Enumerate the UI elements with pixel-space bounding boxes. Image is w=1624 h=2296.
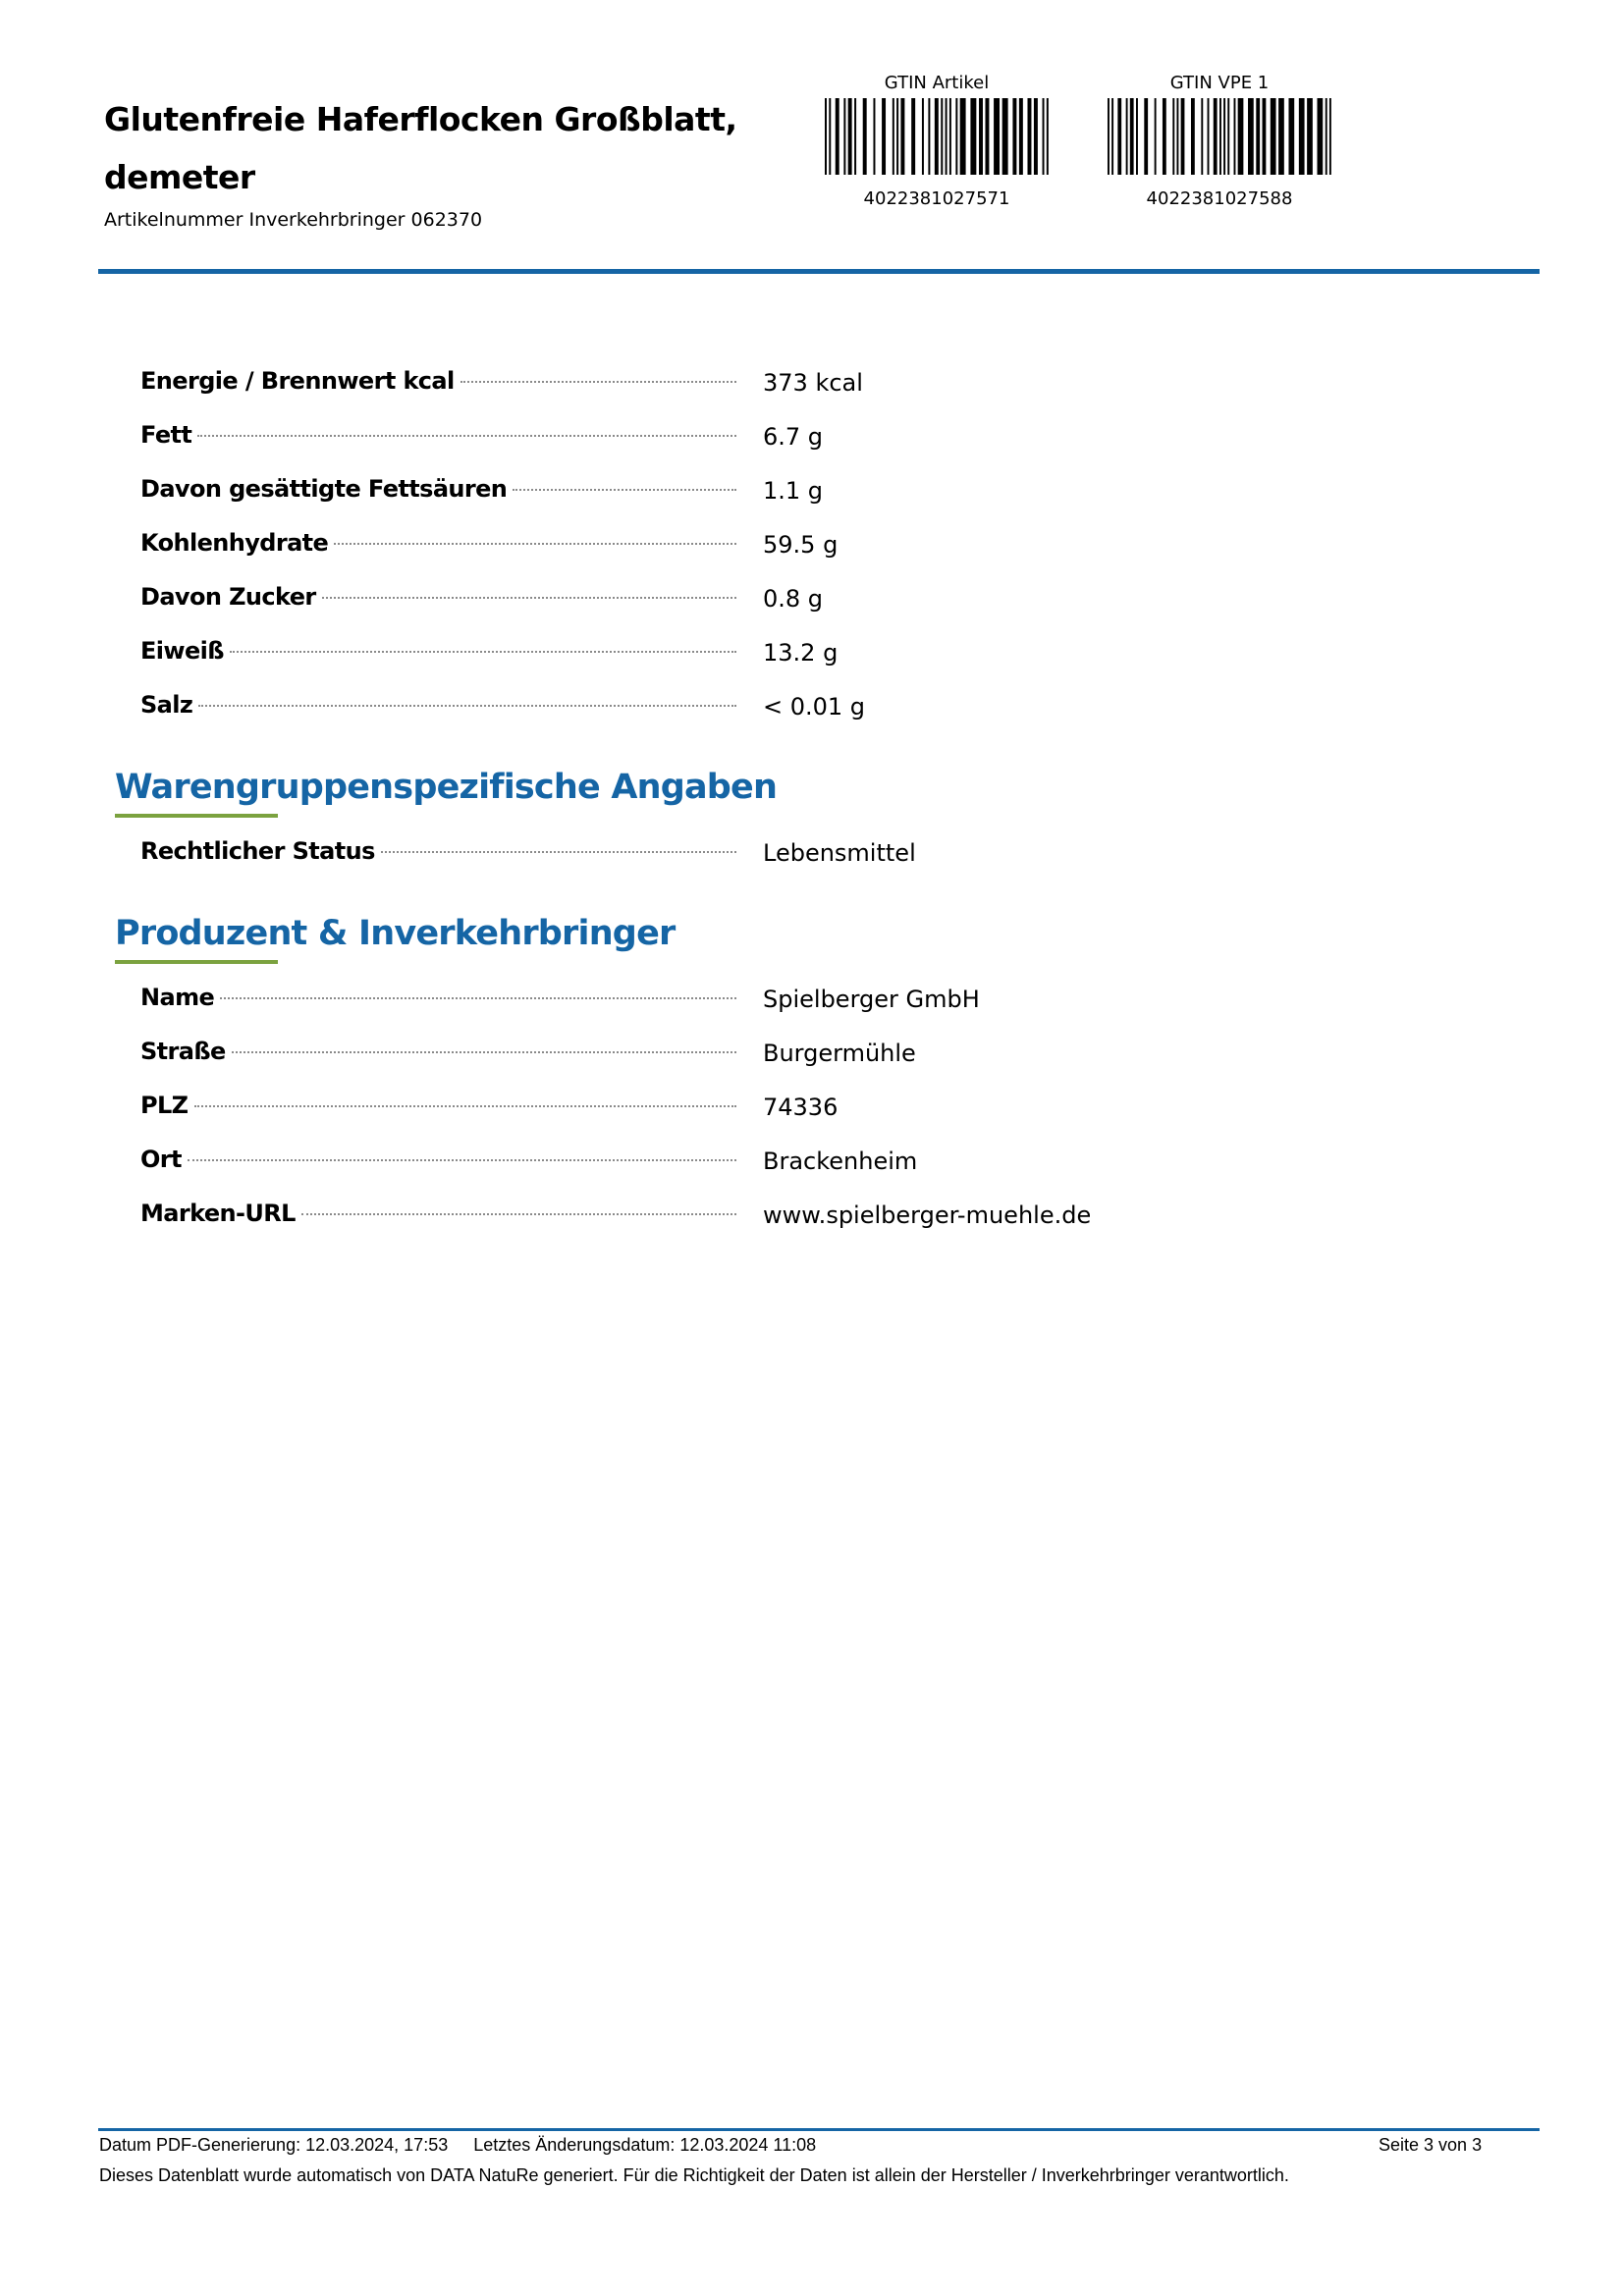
producer-row-city bbox=[140, 1142, 1417, 1181]
nutrition-row-protein bbox=[140, 633, 1417, 672]
row-label: Davon Zucker bbox=[140, 583, 316, 611]
barcode-icon bbox=[1108, 98, 1331, 175]
row-label: Eiweiß bbox=[140, 637, 224, 665]
row-value: 13.2 g bbox=[763, 639, 839, 667]
footer-changed-date: Letztes Änderungsdatum: 12.03.2024 11:08 bbox=[473, 2135, 817, 2155]
row-label: Energie / Brennwert kcal bbox=[140, 367, 455, 395]
section-heading-producer: Produzent & Inverkehrbringer bbox=[115, 914, 676, 953]
barcode-gtin-artikel bbox=[789, 73, 1084, 210]
nutrition-row-energy bbox=[140, 363, 1417, 402]
producer-row-zip bbox=[140, 1088, 1417, 1127]
row-value: Lebensmittel bbox=[763, 839, 916, 867]
nutrition-row-sugar bbox=[140, 579, 1417, 618]
row-label: Rechtlicher Status bbox=[140, 837, 375, 865]
footer-disclaimer: Dieses Datenblatt wurde automatisch von DATA NatuRe generiert. Für die Richtigkeit der Daten ist allein der Hersteller / Inverkehrbringer verantwortlich. bbox=[99, 2165, 1289, 2185]
barcode-gtin-vpe bbox=[1072, 73, 1367, 210]
nutrition-row-saturated-fat bbox=[140, 471, 1417, 510]
row-value: < 0.01 g bbox=[763, 693, 866, 721]
barcode-number: 4022381027588 bbox=[1146, 188, 1293, 209]
section-underline bbox=[115, 960, 278, 964]
row-label: Name bbox=[140, 984, 215, 1011]
dot-leader bbox=[381, 851, 736, 853]
row-label: Kohlenhydrate bbox=[140, 529, 329, 557]
row-label: Fett bbox=[140, 421, 192, 449]
nutrition-row-carbohydrates bbox=[140, 525, 1417, 564]
nutrition-row-fat bbox=[140, 417, 1417, 456]
page-title: Glutenfreie Haferflocken Großblatt, demeter bbox=[104, 100, 737, 196]
row-value: 6.7 g bbox=[763, 423, 824, 451]
row-label: Straße bbox=[140, 1038, 226, 1065]
dot-leader bbox=[230, 651, 736, 653]
barcode-label: GTIN VPE 1 bbox=[1169, 73, 1270, 93]
row-value: Brackenheim bbox=[763, 1148, 918, 1175]
row-label: Marken-URL bbox=[140, 1200, 296, 1227]
header-divider bbox=[98, 269, 1540, 274]
row-value: 59.5 g bbox=[763, 531, 839, 559]
footer-dates bbox=[99, 2134, 816, 2156]
dot-leader bbox=[198, 705, 736, 707]
dot-leader bbox=[322, 597, 736, 599]
producer-row-street bbox=[140, 1034, 1417, 1073]
producer-row-name bbox=[140, 980, 1417, 1019]
row-label: PLZ bbox=[140, 1092, 189, 1119]
article-number: Artikelnummer Inverkehrbringer 062370 bbox=[104, 209, 483, 231]
row-value: 1.1 g bbox=[763, 477, 824, 505]
footer-divider bbox=[98, 2128, 1540, 2131]
dot-leader bbox=[334, 543, 736, 545]
producer-row-brand-url bbox=[140, 1196, 1417, 1235]
barcode-icon bbox=[825, 98, 1049, 175]
dot-leader bbox=[460, 381, 736, 383]
row-value: www.spielberger-muehle.de bbox=[763, 1201, 1092, 1229]
dot-leader bbox=[194, 1105, 737, 1107]
barcode-number: 4022381027571 bbox=[863, 188, 1010, 209]
row-value: 373 kcal bbox=[763, 369, 863, 397]
dot-leader bbox=[301, 1213, 736, 1215]
barcode-label: GTIN Artikel bbox=[884, 73, 990, 93]
row-value: 0.8 g bbox=[763, 585, 824, 613]
dot-leader bbox=[513, 489, 736, 491]
row-label: Davon gesättigte Fettsäuren bbox=[140, 475, 508, 503]
footer-generated-date: Datum PDF-Generierung: 12.03.2024, 17:53 bbox=[99, 2135, 449, 2155]
footer-page-number: Seite 3 von 3 bbox=[1379, 2135, 1483, 2155]
section-heading-product-group: Warengruppenspezifische Angaben bbox=[115, 768, 778, 807]
info-row-legal-status bbox=[140, 833, 1417, 873]
dot-leader bbox=[197, 435, 736, 437]
nutrition-row-salt bbox=[140, 687, 1417, 726]
row-value: Burgermühle bbox=[763, 1040, 916, 1067]
dot-leader bbox=[188, 1159, 736, 1161]
row-value: 74336 bbox=[763, 1094, 839, 1121]
dot-leader bbox=[220, 997, 736, 999]
row-label: Salz bbox=[140, 691, 193, 719]
row-value: Spielberger GmbH bbox=[763, 986, 980, 1013]
row-label: Ort bbox=[140, 1146, 182, 1173]
dot-leader bbox=[232, 1051, 736, 1053]
section-underline bbox=[115, 814, 278, 818]
